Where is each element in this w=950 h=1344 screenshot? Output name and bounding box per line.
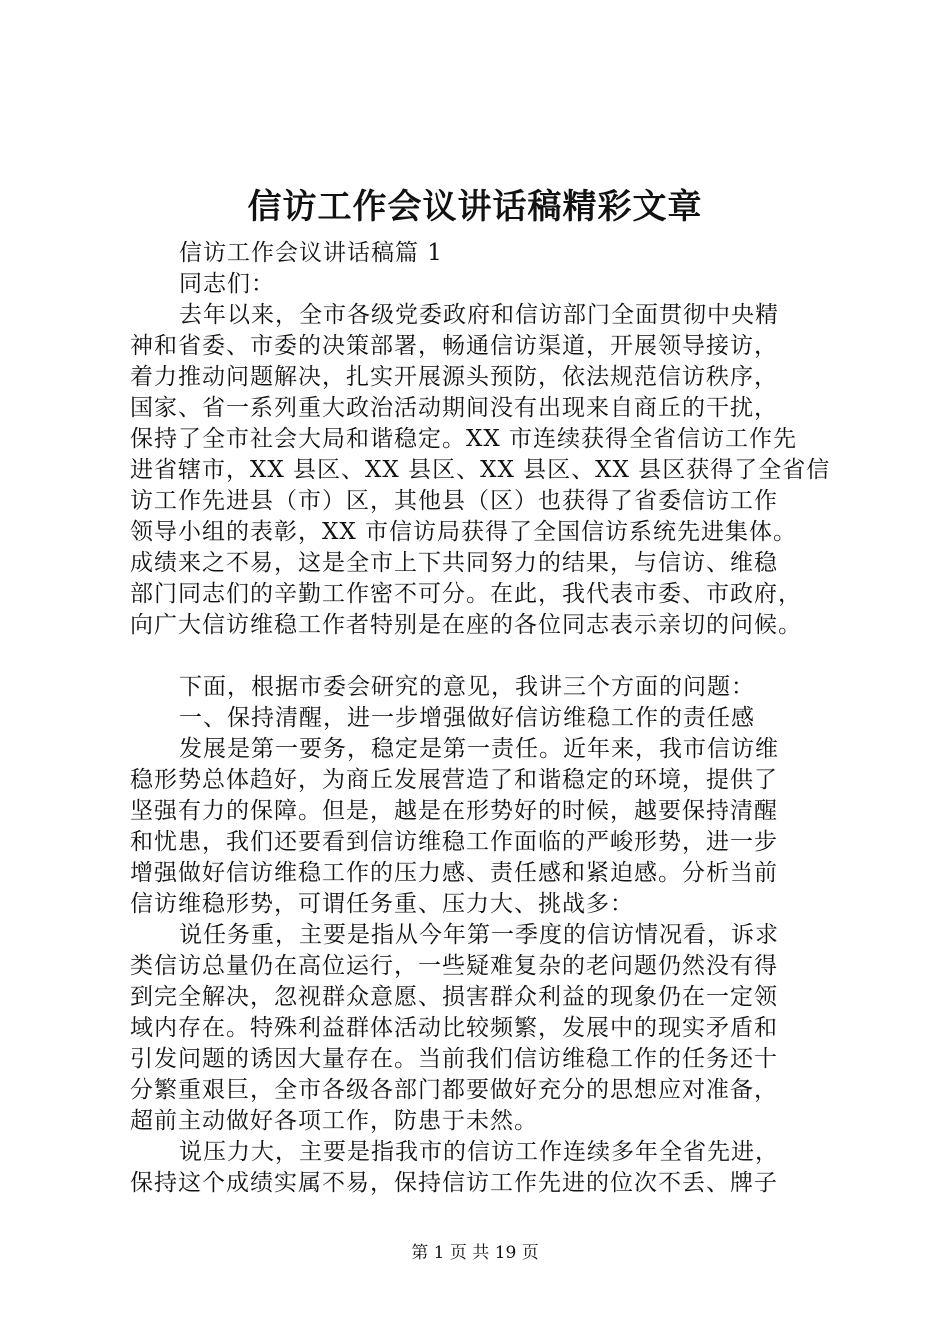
text-line: 成绩来之不易，这是全市上下共同努力的结果，与信访、维稳 xyxy=(130,550,778,576)
text-line: 领导小组的表彰，XX 市信访局获得了全国信访系统先进集体。 xyxy=(130,519,798,545)
text-line: 稳形势总体趋好，为商丘发展营造了和谐稳定的环境，提供了 xyxy=(130,767,778,793)
text-line: 发展是第一要务，稳定是第一责任。近年来，我市信访维 xyxy=(179,736,779,762)
text-line: 到完全解决，忽视群众意愿、损害群众利益的现象仍在一定领 xyxy=(130,984,778,1010)
text-line: 超前主动做好各项工作，防患于未然。 xyxy=(130,1108,538,1134)
text-line: 分繁重艰巨，全市各级各部门都要做好充分的思想应对准备， xyxy=(130,1077,778,1103)
text-line: 同志们： xyxy=(179,271,275,297)
text-line: 坚强有力的保障。但是，越是在形势好的时候，越要保持清醒 xyxy=(130,798,778,824)
text-line: 访工作先进县（市）区，其他县（区）也获得了省委信访工作 xyxy=(130,488,778,514)
text-line: 一、保持清醒，进一步增强做好信访维稳工作的责任感 xyxy=(179,705,755,731)
text-line: 国家、省一系列重大政治活动期间没有出现来自商丘的干扰， xyxy=(130,395,778,421)
text-line: 说压力大，主要是指我市的信访工作连续多年全省先进， xyxy=(179,1139,779,1165)
text-line: 域内存在。特殊利益群体活动比较频繁，发展中的现实矛盾和 xyxy=(130,1015,778,1041)
document-body xyxy=(130,238,831,1199)
text-line: 去年以来，全市各级党委政府和信访部门全面贯彻中央精 xyxy=(179,302,779,328)
page-footer: 第 1 页 共 19 页 xyxy=(411,1243,539,1263)
text-line: 部门同志们的辛勤工作密不可分。在此，我代表市委、市政府， xyxy=(130,581,802,607)
text-line: 向广大信访维稳工作者特别是在座的各位同志表示亲切的问候。 xyxy=(130,612,802,638)
text-line: 神和省委、市委的决策部署，畅通信访渠道，开展领导接访， xyxy=(130,333,778,359)
text-line: 和忧患，我们还要看到信访维稳工作面临的严峻形势，进一步 xyxy=(130,829,778,855)
text-line: 保持了全市社会大局和谐稳定。XX 市连续获得全省信访工作先 xyxy=(130,426,798,452)
text-line: 信访维稳形势，可谓任务重、压力大、挑战多： xyxy=(130,891,634,917)
text-line: 类信访总量仍在高位运行，一些疑难复杂的老问题仍然没有得 xyxy=(130,953,778,979)
text-line: 进省辖市，XX 县区、XX 县区、XX 县区、XX 县区获得了全省信 xyxy=(130,457,831,483)
document-title: 信访工作会议讲话稿精彩文章 xyxy=(247,187,703,227)
text-line: 引发问题的诱因大量存在。当前我们信访维稳工作的任务还十 xyxy=(130,1046,778,1072)
text-line: 下面，根据市委会研究的意见，我讲三个方面的问题： xyxy=(179,674,755,700)
text-line: 信访工作会议讲话稿篇 1 xyxy=(179,240,443,266)
blank-line xyxy=(130,641,820,672)
text-line: 说任务重，主要是指从今年第一季度的信访情况看，诉求 xyxy=(179,922,779,948)
text-line: 着力推动问题解决，扎实开展源头预防，依法规范信访秩序， xyxy=(130,364,778,390)
text-line: 保持这个成绩实属不易，保持信访工作先进的位次不丢、牌子 xyxy=(130,1170,778,1196)
text-line: 增强做好信访维稳工作的压力感、责任感和紧迫感。分析当前 xyxy=(130,860,778,886)
